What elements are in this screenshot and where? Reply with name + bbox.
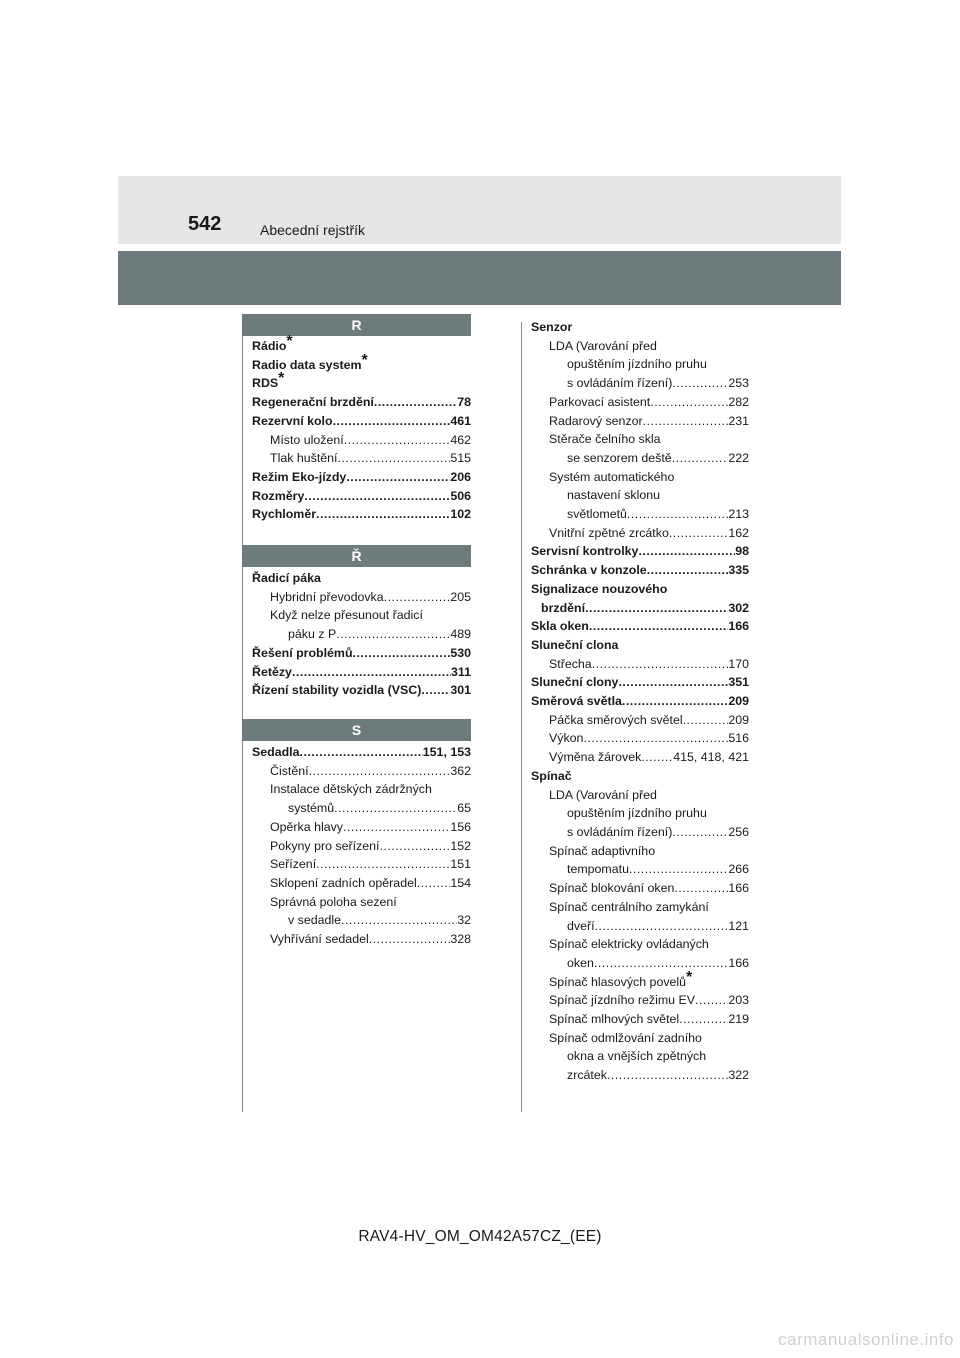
index-entry-turn-signals: Směrová světla ..... 209: [531, 692, 749, 711]
index-subentry-storage-location: Místo uložení ..... 462: [252, 431, 471, 450]
index-subentry-adjustment-notes: Pokyny pro seřízení ..... 152: [252, 837, 471, 856]
index-entry-seats: Sedadla ..... 151, 153: [252, 743, 471, 762]
index-entry-rds: RDS*: [252, 370, 285, 391]
index-subentry-cleaning: Čistění ..... 362: [252, 762, 471, 781]
index-subentry-wattage: Výkon ..... 516: [531, 729, 749, 748]
index-subentry-switch-lda-cont1: opuštěním jízdního pruhu: [567, 806, 707, 821]
index-subentry-window-lock: Spínač blokování oken ..... 166: [531, 879, 749, 898]
index-subentry-switch-lda: LDA (Varování před: [549, 787, 657, 802]
index-entry-console-box: Schránka v konzole ..... 335: [531, 561, 749, 580]
index-entry-sensor: Senzor: [531, 320, 573, 334]
index-subentry-adaptive-cruise-cont: tempomatu ..... 266: [531, 860, 749, 879]
watermark: carmanualsonline.info: [778, 1330, 954, 1349]
index-subentry-folding-rear-seats: Sklopení zadních opěradel ..... 154: [252, 874, 471, 893]
index-subentry-lda-cont1: opuštěním jízdního pruhu: [567, 357, 707, 372]
index-entry-spare-wheel: Rezervní kolo ..... 461: [252, 412, 471, 431]
index-subentry-hybrid-transmission: Hybridní převodovka ..... 205: [252, 588, 471, 607]
index-subentry-roof: Střecha ..... 170: [531, 655, 749, 674]
index-subentry-cannot-shift-cont: páku z P ..... 489: [252, 625, 471, 644]
index-entry-vsc: Řízení stability vozidla (VSC) ..... 301: [252, 681, 471, 700]
index-subentry-lda-cont2: s ovládáním řízení) ..... 253: [531, 374, 749, 393]
header-top-band: [118, 176, 841, 244]
index-entry-dimensions: Rozměry ..... 506: [252, 487, 471, 506]
index-subentry-central-lock-cont: dveří ..... 121: [531, 917, 749, 936]
header-gray-band: [118, 251, 841, 305]
section-rr-entries: [252, 569, 471, 700]
index-entry-chains: Řetězy ..... 311: [252, 663, 471, 682]
index-subentry-tire-pressure: Tlak huštění ..... 515: [252, 449, 471, 468]
footer-document-code: RAV4-HV_OM_OM42A57CZ_(EE): [358, 1228, 602, 1245]
index-subentry-child-restraint: Instalace dětských zádržných: [270, 782, 432, 797]
index-entry-windows: Skla oken ..... 166: [531, 617, 749, 636]
index-entry-troubleshooting: Řešení problémů ..... 530: [252, 644, 471, 663]
right-column-entries: [531, 318, 749, 1085]
index-entry-regenerative-braking: Regenerační brzdění ..... 78: [252, 393, 471, 412]
index-subentry-auto-leveling-cont1: nastavení sklonu: [567, 488, 660, 503]
index-subentry-ev-mode: Spínač jízdního režimu EV ..... 203: [531, 991, 749, 1010]
index-subentry-bulb-replacement: Výměna žárovek ..... 415, 418, 421: [531, 748, 749, 767]
index-entry-shift-lever: Řadicí páka: [252, 571, 321, 585]
index-subentry-voice-command: Spínač hlasových povelů*: [549, 968, 693, 989]
index-subentry-wipers-cont: se senzorem deště ..... 222: [531, 449, 749, 468]
index-subentry-defogger-cont1: okna a vnějších zpětných: [567, 1049, 707, 1064]
index-subentry-correct-posture: Správná poloha sezení: [270, 894, 397, 909]
index-subentry-central-lock: Spínač centrálního zamykání: [549, 899, 709, 914]
index-subentry-seat-heaters: Vyhřívání sedadel ..... 328: [252, 930, 471, 949]
index-subentry-radar-sensor: Radarový senzor ..... 231: [531, 412, 749, 431]
index-subentry-power-windows: Spínač elektricky ovládaných: [549, 937, 709, 952]
section-s-entries: [252, 743, 471, 949]
index-subentry-defogger-cont2: zrcátek ..... 322: [531, 1066, 749, 1085]
index-entry-radio-data-system: Radio data system*: [252, 351, 368, 372]
index-subentry-fog-lights: Spínač mlhových světel ..... 219: [531, 1010, 749, 1029]
letter-bar-rr: Ř: [242, 545, 471, 567]
index-subentry-cannot-shift: Když nelze přesunout řadicí: [270, 608, 423, 623]
section-title: Abecední rejstřík: [260, 222, 366, 238]
letter-bar-r: R: [242, 314, 471, 336]
index-entry-sunshade: Sluneční clona: [531, 637, 619, 652]
index-subentry-defogger: Spínač odmlžování zadního: [549, 1030, 702, 1045]
index-entry-speedometer: Rychloměr ..... 102: [252, 505, 471, 524]
index-subentry-auto-leveling-cont2: světlometů ..... 213: [531, 505, 749, 524]
index-subentry-switch-lda-cont2: s ovládáním řízení) ..... 256: [531, 823, 749, 842]
page-number: 542: [188, 213, 222, 235]
index-subentry-inner-mirror: Vnitřní zpětné zrcátko ..... 162: [531, 524, 749, 543]
index-subentry-head-restraint: Opěrka hlavy ..... 156: [252, 818, 471, 837]
index-entry-eco-mode: Režim Eko-jízdy ..... 206: [252, 468, 471, 487]
index-subentry-turn-lever: Páčka směrových světel ..... 209: [531, 711, 749, 730]
index-subentry-parking-assist: Parkovací asistent ..... 282: [531, 393, 749, 412]
index-entry-emergency-braking-signal: Signalizace nouzového: [531, 581, 668, 596]
right-column-rule: [521, 322, 522, 1112]
left-column-rule: [242, 322, 243, 1112]
section-r-entries: [252, 333, 471, 524]
index-entry-switch: Spínač: [531, 768, 572, 783]
index-subentry-wipers: Stěrače čelního skla: [549, 432, 661, 447]
index-subentry-adjustment: Seřízení ..... 151: [252, 855, 471, 874]
index-subentry-child-restraint-cont: systémů ..... 65: [252, 799, 471, 818]
index-entry-service-lights: Servisní kontrolky ..... 98: [531, 542, 749, 561]
index-subentry-power-windows-cont: oken ..... 166: [531, 954, 749, 973]
index-entry-radio: Rádio*: [252, 333, 293, 353]
index-subentry-adaptive-cruise: Spínač adaptivního: [549, 843, 656, 858]
letter-bar-s: S: [242, 719, 471, 741]
index-entry-sun-visors: Sluneční clony ..... 351: [531, 673, 749, 692]
index-subentry-lda: LDA (Varování před: [549, 338, 657, 353]
index-entry-emergency-braking-signal-cont: brzdění ..... 302: [531, 599, 749, 618]
index-subentry-auto-leveling: Systém automatického: [549, 469, 675, 484]
index-subentry-correct-posture-cont: v sedadle ..... 32: [252, 911, 471, 930]
